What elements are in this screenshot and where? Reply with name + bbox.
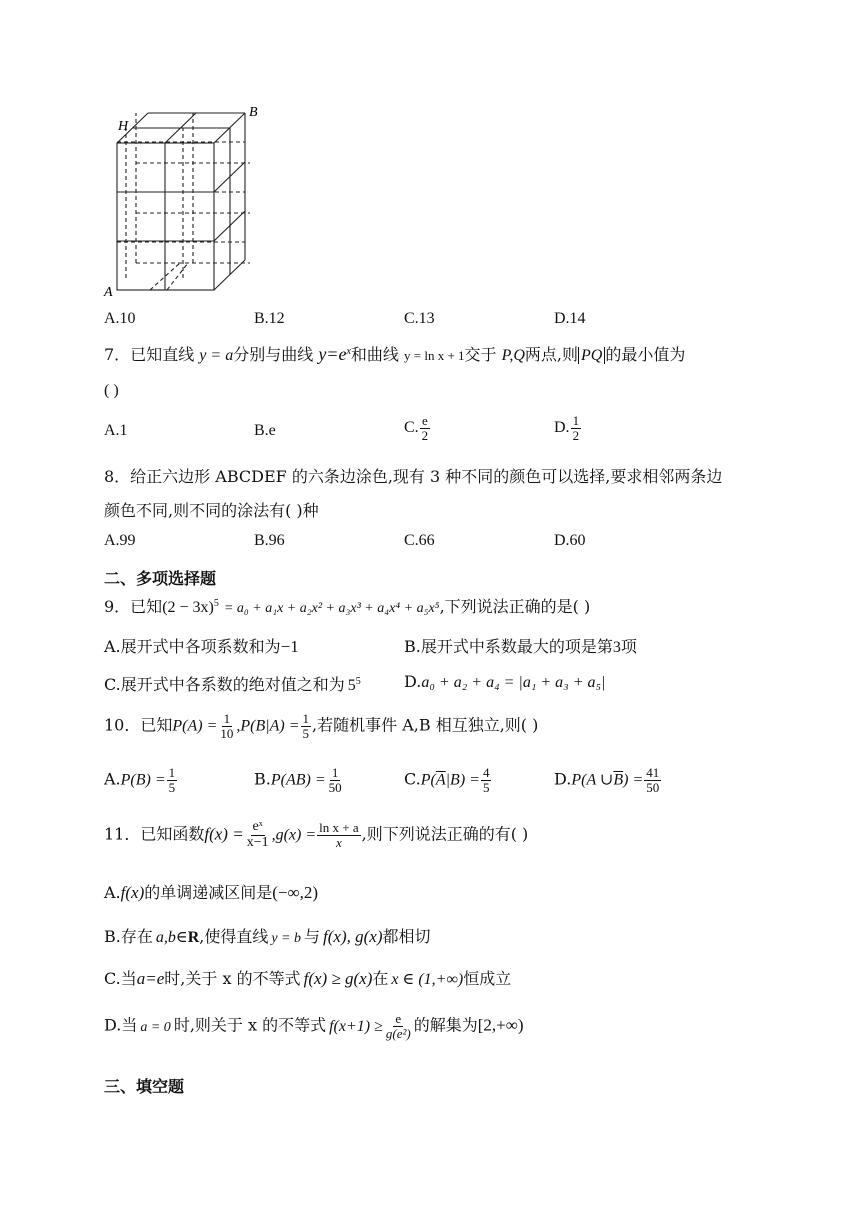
- q11-option-a[interactable]: A.f(x)的单调递减区间是(−∞,2): [104, 883, 319, 902]
- question-8-line2: 颜色不同,则不同的涂法有( )种: [104, 501, 319, 520]
- q7-curve2: y = ln x + 1: [404, 348, 465, 363]
- q11-g: ,g(x) =: [271, 826, 317, 844]
- q7-text: 的最小值为: [605, 345, 686, 364]
- q11-f: f(x) =: [204, 824, 244, 844]
- q10-number: 10．已知: [104, 715, 173, 735]
- vertex-label-b: B: [249, 105, 258, 120]
- question-10-stem: 10．已知P(A) = $\frac{1}{10}$ ,P(B|A) = $\frac{1}{5}$ ,若随机事件 A,B 相互独立,则( ): [104, 711, 539, 741]
- q8-option-a[interactable]: A.99: [104, 532, 136, 549]
- q7-text: 已知直线: [130, 345, 195, 364]
- q11-number: 11．已知函数: [104, 824, 205, 844]
- q7-text: 交于: [464, 345, 497, 364]
- cube-stack-figure: [100, 100, 270, 305]
- q11-option-c[interactable]: C.当a=e时,关于 x 的不等式 f(x) ≥ g(x)在 x ∈ (1,+∞)恒成立: [104, 969, 512, 988]
- q10-pa: P(A) =: [172, 717, 218, 735]
- q9-option-a[interactable]: A.展开式中各项系数和为−1: [104, 637, 299, 656]
- q7-text: 两点,则: [524, 345, 578, 364]
- q9-option-c[interactable]: C.展开式中各系数的绝对值之和为 $5^5$: [104, 675, 361, 694]
- q7-option-d[interactable]: D. $\frac{1}{2}$: [554, 413, 580, 443]
- q7-paren: ( ): [104, 382, 119, 399]
- q7-number: 7．: [104, 345, 131, 364]
- q8-option-c[interactable]: C.66: [404, 532, 435, 549]
- q6-option-d[interactable]: D.14: [554, 310, 586, 327]
- q7-option-b[interactable]: B.e: [254, 422, 276, 439]
- q8-option-d[interactable]: D.60: [554, 532, 586, 549]
- q7-points: P,Q: [501, 347, 525, 364]
- q7-line-eq: y = a: [199, 347, 234, 364]
- q10-option-b[interactable]: B.P(AB) = $\frac{1}{50}$: [254, 765, 342, 795]
- q8-option-b[interactable]: B.96: [254, 532, 285, 549]
- q7-text: 和曲线: [350, 345, 399, 364]
- section-heading-fill-blank: 三、填空题: [104, 1077, 185, 1096]
- question-11-stem: 11．已知函数f(x) = $\frac{\text{eˣ}}{x-1}$ ,g(x) = $\frac{\text{ln x + a}}{x}$ ,则下列说法正确的有( ): [104, 819, 529, 850]
- q11-tail: ,则下列说法正确的有( ): [361, 824, 529, 844]
- q9-option-b[interactable]: B.展开式中系数最大的项是第3项: [404, 637, 637, 656]
- q7-option-a[interactable]: A.1: [104, 422, 128, 439]
- question-9-stem: [104, 594, 590, 617]
- q6-option-c[interactable]: C.13: [404, 310, 435, 327]
- q10-option-d[interactable]: D.P(A $\cup\overline{B}$) = $\frac{41}{50}$: [554, 765, 660, 795]
- q9-number: 9．已知: [104, 597, 163, 616]
- question-7-stem: [104, 342, 685, 365]
- q10-pba: ,P(B|A) =: [236, 717, 300, 735]
- q7-pq-abs: PQ: [578, 347, 605, 364]
- q9-tail: ,下列说法正确的是( ): [439, 597, 591, 616]
- q11-option-b[interactable]: B.存在 a,b∈R,使得直线 y = b 与 f(x), g(x)都相切: [104, 927, 431, 946]
- q11-option-d[interactable]: D.当 a = 0 时,则关于 x 的不等式 f(x+1) ≥ $\frac{e}{\text{g(e²)}}$ 的解集为[2,+∞): [104, 1011, 524, 1041]
- q6-option-b[interactable]: B.12: [254, 310, 285, 327]
- q9-expansion: = a₀ + a₁x + a₂x² + a₃x³ + a₄x⁴ + a₅x⁵: [223, 601, 440, 616]
- q10-tail: ,若随机事件 A,B 相互独立,则( ): [312, 715, 539, 735]
- q9-binomial: $(2 - 3x)^5$: [162, 598, 219, 616]
- q7-text: 分别与曲线: [233, 345, 314, 364]
- q10-option-a[interactable]: A.P(B) = $\frac{1}{5}$: [104, 765, 176, 795]
- q9-option-d[interactable]: D.a₀ + a₂ + a₄ = |a₁ + a₃ + a₅|: [404, 672, 606, 691]
- q7-curve1: $y=e^x$: [318, 344, 351, 364]
- q7-option-c[interactable]: C. $\frac{e}{2}$: [404, 413, 429, 443]
- q6-option-a[interactable]: A.10: [104, 310, 136, 327]
- vertex-label-a: A: [104, 285, 113, 300]
- vertex-label-h: H: [118, 119, 129, 134]
- question-8-line1: 8．给正六边形 ABCDEF 的六条边涂色,现有 3 种不同的颜色可以选择,要求相邻两条边: [104, 467, 723, 486]
- section-heading-multiple-choice: 二、多项选择题: [104, 569, 217, 588]
- q10-option-c[interactable]: $C.P(\overline{A}|B)$ = $\frac{4}{5}$: [404, 765, 490, 795]
